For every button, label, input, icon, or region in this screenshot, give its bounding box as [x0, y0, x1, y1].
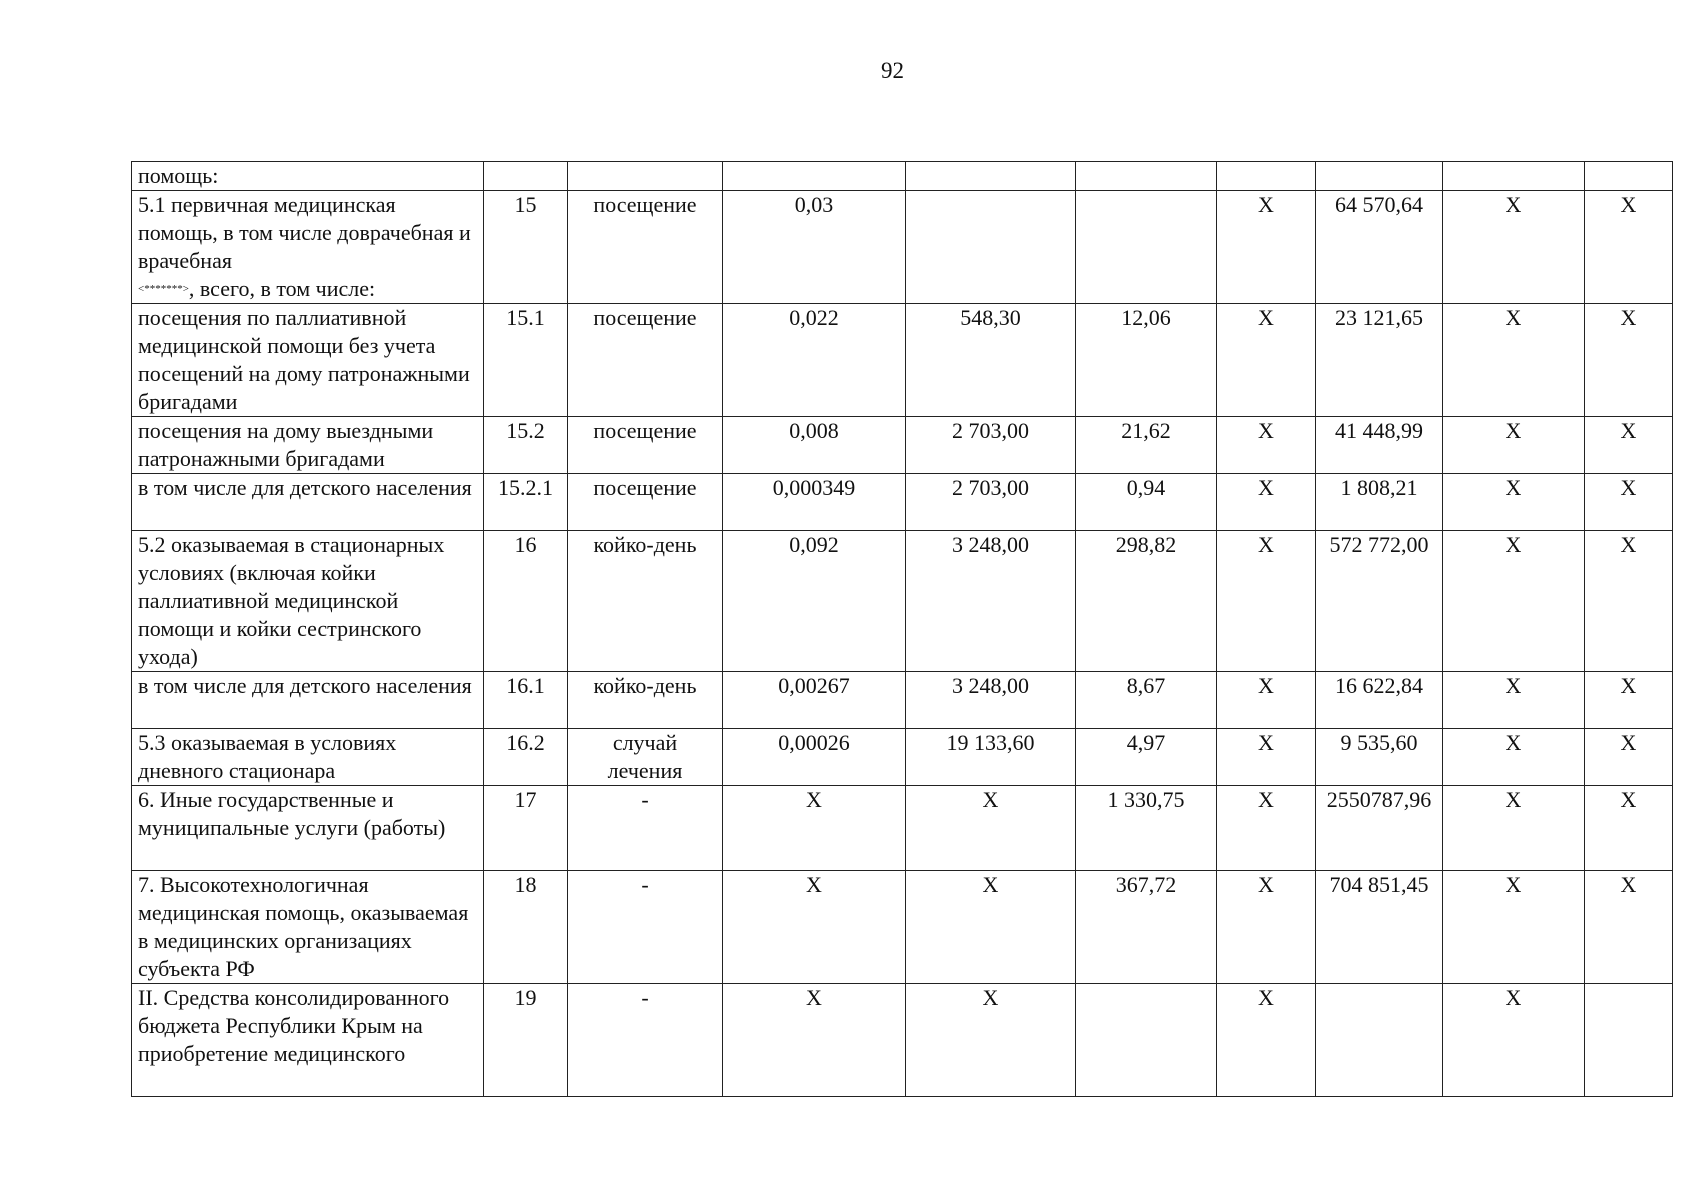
row-value-5: [906, 191, 1076, 304]
row-unit: [568, 162, 723, 191]
row-value-4: 0,03: [723, 191, 906, 304]
row-value-5: 3 248,00: [906, 531, 1076, 672]
row-value-10: X: [1585, 672, 1673, 729]
row-unit: -: [568, 871, 723, 984]
row-name: 6. Иные государственные и муниципальные услуги (работы): [132, 786, 484, 871]
row-value-7: X: [1217, 729, 1316, 786]
row-value-5: X: [906, 786, 1076, 871]
row-value-9: X: [1443, 304, 1585, 417]
row-code: 19: [484, 984, 568, 1097]
row-value-7: X: [1217, 871, 1316, 984]
row-value-6: 8,67: [1076, 672, 1217, 729]
row-value-4: 0,092: [723, 531, 906, 672]
row-value-5: 2 703,00: [906, 474, 1076, 531]
row-code: 15.2.1: [484, 474, 568, 531]
row-value-9: X: [1443, 417, 1585, 474]
row-name: в том числе для детского населения: [132, 672, 484, 729]
table-row: [132, 786, 1673, 871]
row-value-10: X: [1585, 474, 1673, 531]
row-value-6: 298,82: [1076, 531, 1217, 672]
table-row: [132, 474, 1673, 531]
row-value-6: [1076, 162, 1217, 191]
row-value-8: 16 622,84: [1316, 672, 1443, 729]
row-value-6: 4,97: [1076, 729, 1217, 786]
row-value-8: 704 851,45: [1316, 871, 1443, 984]
row-code: 17: [484, 786, 568, 871]
row-value-10: [1585, 162, 1673, 191]
footnote-mark: <*******>: [138, 283, 189, 295]
row-value-8: [1316, 162, 1443, 191]
row-value-5: 19 133,60: [906, 729, 1076, 786]
row-value-8: 572 772,00: [1316, 531, 1443, 672]
table-row: [132, 871, 1673, 984]
row-name: 5.3 оказываемая в условиях дневного стационара: [132, 729, 484, 786]
row-unit: посещение: [568, 304, 723, 417]
row-value-4: X: [723, 786, 906, 871]
row-value-10: X: [1585, 304, 1673, 417]
row-value-8: 23 121,65: [1316, 304, 1443, 417]
row-value-9: X: [1443, 531, 1585, 672]
row-value-9: X: [1443, 474, 1585, 531]
table-row: [132, 531, 1673, 672]
row-value-9: X: [1443, 786, 1585, 871]
row-code: 18: [484, 871, 568, 984]
row-name: посещения по паллиативной медицинской помощи без учета посещений на дому патронажными бригадами: [132, 304, 484, 417]
row-value-4: 0,008: [723, 417, 906, 474]
row-value-4: 0,022: [723, 304, 906, 417]
row-name: помощь:: [132, 162, 484, 191]
row-name: посещения на дому выездными патронажными бригадами: [132, 417, 484, 474]
row-value-6: 0,94: [1076, 474, 1217, 531]
row-code: [484, 162, 568, 191]
row-value-9: X: [1443, 984, 1585, 1097]
table-row: [132, 191, 1673, 304]
row-value-5: 3 248,00: [906, 672, 1076, 729]
row-value-6: 367,72: [1076, 871, 1217, 984]
table-row: [132, 729, 1673, 786]
row-value-7: X: [1217, 786, 1316, 871]
row-value-10: X: [1585, 531, 1673, 672]
row-value-9: X: [1443, 871, 1585, 984]
row-code: 15.1: [484, 304, 568, 417]
row-value-6: [1076, 984, 1217, 1097]
row-value-5: [906, 162, 1076, 191]
row-unit: -: [568, 786, 723, 871]
row-value-7: X: [1217, 672, 1316, 729]
row-code: 15: [484, 191, 568, 304]
row-value-7: X: [1217, 191, 1316, 304]
row-value-9: X: [1443, 191, 1585, 304]
row-value-10: X: [1585, 729, 1673, 786]
row-value-4: 0,00026: [723, 729, 906, 786]
row-unit: случай лечения: [568, 729, 723, 786]
row-unit: койко-день: [568, 531, 723, 672]
row-value-10: X: [1585, 417, 1673, 474]
row-name: 7. Высокотехнологичная медицинская помощь, оказываемая в медицинских организациях субъекта РФ: [132, 871, 484, 984]
row-value-9: X: [1443, 672, 1585, 729]
row-unit: посещение: [568, 417, 723, 474]
row-code: 15.2: [484, 417, 568, 474]
row-value-4: [723, 162, 906, 191]
row-value-6: 12,06: [1076, 304, 1217, 417]
row-value-7: [1217, 162, 1316, 191]
row-name: II. Средства консолидированного бюджета Республики Крым на приобретение медицинского: [132, 984, 484, 1097]
row-name: в том числе для детского населения: [132, 474, 484, 531]
row-value-8: 2550787,96: [1316, 786, 1443, 871]
row-value-10: X: [1585, 871, 1673, 984]
row-value-8: [1316, 984, 1443, 1097]
table-row: [132, 417, 1673, 474]
row-value-7: X: [1217, 984, 1316, 1097]
row-value-8: 9 535,60: [1316, 729, 1443, 786]
row-code: 16: [484, 531, 568, 672]
row-value-5: 2 703,00: [906, 417, 1076, 474]
row-value-5: X: [906, 871, 1076, 984]
row-value-8: 1 808,21: [1316, 474, 1443, 531]
row-unit: посещение: [568, 191, 723, 304]
row-value-6: 1 330,75: [1076, 786, 1217, 871]
row-value-4: 0,000349: [723, 474, 906, 531]
row-value-9: [1443, 162, 1585, 191]
row-value-7: X: [1217, 417, 1316, 474]
row-value-10: [1585, 984, 1673, 1097]
row-unit: койко-день: [568, 672, 723, 729]
row-code: 16.2: [484, 729, 568, 786]
data-table: [131, 161, 1673, 1097]
row-unit: -: [568, 984, 723, 1097]
table-row: [132, 984, 1673, 1097]
row-value-4: X: [723, 984, 906, 1097]
row-unit: посещение: [568, 474, 723, 531]
row-code: 16.1: [484, 672, 568, 729]
table-row: [132, 672, 1673, 729]
row-value-5: X: [906, 984, 1076, 1097]
row-name: [132, 191, 484, 304]
row-value-7: X: [1217, 474, 1316, 531]
row-value-5: 548,30: [906, 304, 1076, 417]
row-value-7: X: [1217, 531, 1316, 672]
row-value-7: X: [1217, 304, 1316, 417]
row-name-text: 5.1 первичная медицинская помощь, в том числе доврачебная и врачебная: [138, 192, 471, 273]
table-row: [132, 304, 1673, 417]
row-name: 5.2 оказываемая в стационарных условиях (включая койки паллиативной медицинской помощи и койки сестринского ухода): [132, 531, 484, 672]
row-value-4: 0,00267: [723, 672, 906, 729]
page-number: 92: [881, 58, 904, 83]
row-value-10: X: [1585, 786, 1673, 871]
row-value-8: 64 570,64: [1316, 191, 1443, 304]
row-value-6: [1076, 191, 1217, 304]
row-value-9: X: [1443, 729, 1585, 786]
table-row: [132, 162, 1673, 191]
row-value-6: 21,62: [1076, 417, 1217, 474]
row-name-tail: , всего, в том числе:: [188, 276, 376, 301]
row-value-8: 41 448,99: [1316, 417, 1443, 474]
row-value-10: X: [1585, 191, 1673, 304]
row-value-4: X: [723, 871, 906, 984]
